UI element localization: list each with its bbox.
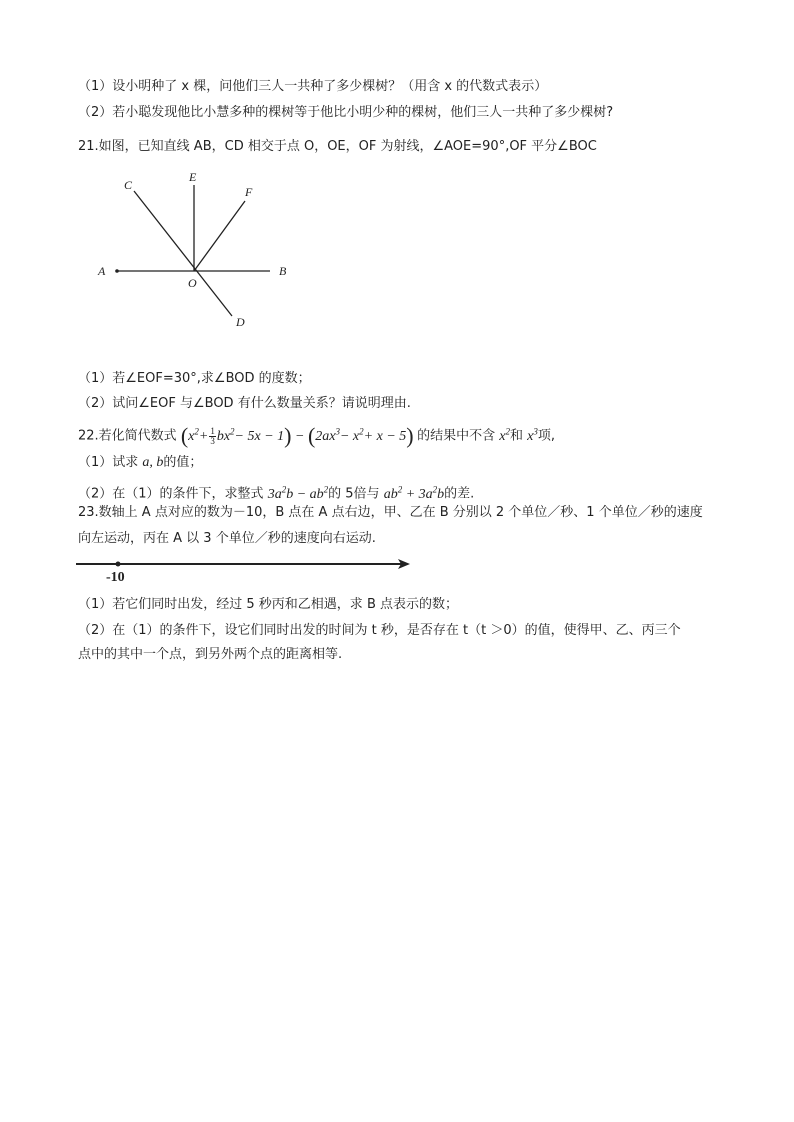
label-D: D (236, 315, 245, 329)
fraction-one-third: $\frac{1}{3}$ (210, 425, 215, 446)
q21-stem: 21.如图，已知直线 AB，CD 相交于点 O，OE，OF 为射线，∠AOE=90°,OF 平分∠BOC (78, 139, 597, 154)
point-A (115, 269, 119, 273)
x-cubed: $x^3$ (527, 426, 538, 444)
vars-a-b: a, b (142, 455, 164, 470)
term-rest2: + x − 5 (363, 428, 407, 444)
term-x: x (188, 428, 195, 444)
paren-open-1: ( (180, 422, 189, 448)
expr-3a2b-ab2: $3a^2b - ab^2$ (267, 484, 329, 502)
term-rest1: − 5x − 1 (234, 428, 285, 444)
exp-2b: 2 (230, 426, 235, 436)
q21-sub2: （2）试问∠EOF 与∠BOD 有什么数量关系？请说明理由. (78, 396, 411, 411)
exp-2: 2 (194, 426, 199, 436)
line-CD (134, 191, 232, 316)
q21-sub1: （1）若∠EOF=30°,求∠BOD 的度数； (78, 371, 311, 386)
q23-sub2-line2: 点中的其中一个点，到另外两个点的距离相等. (78, 647, 343, 662)
number-line (76, 554, 416, 584)
q22-stem (78, 420, 555, 448)
label-C: C (124, 178, 133, 192)
label-A: A (98, 264, 106, 278)
q22-suffix-c: 项, (537, 428, 555, 444)
term-2ax: 2ax (315, 428, 336, 444)
q23-sub2-line1: （2）在（1）的条件下，设它们同时出发的时间为 t 秒，是否存在 t（t ＞0）的值，使得甲、乙、丙三个 (78, 623, 681, 638)
exp-2c: 2 (359, 426, 364, 436)
q23-stem-line2: 向左运动，丙在 A 以 3 个单位／秒的速度向右运动. (78, 531, 376, 546)
label-B: B (279, 264, 287, 278)
paren-close-1: ) (284, 422, 292, 448)
paren-open-2: ( (307, 422, 316, 448)
q22-sub1: （1）试求 a, b的值； (78, 455, 203, 470)
q22-suffix-a: 的结果中不含 (417, 428, 496, 444)
exp-3: 3 (335, 426, 340, 436)
q20-sub2: （2）若小聪发现他比小慧多种的棵树等于他比小明少种的棵树，他们三人一共种了多少棵树? (78, 105, 614, 120)
expr-ab2-3a2b: $ab^2 + 3a^2b$ (383, 484, 445, 502)
paren-close-2: ) (406, 422, 414, 448)
q21-figure (90, 168, 310, 338)
label-O: O (188, 276, 197, 290)
q22-sub2: （2）在（1）的条件下，求整式 $3a^2b - ab^2$的 5倍与 $ab^2 + 3a^2b$的差. (78, 484, 475, 502)
q20-sub1: （1）设小明种了 x 棵，问他们三人一共种了多少棵树？（用含 x 的代数式表示） (78, 79, 548, 94)
q22-expression (180, 422, 417, 448)
label-F: F (245, 185, 253, 199)
plus: + (198, 428, 209, 444)
ray-OF (194, 201, 245, 271)
x-squared: $x^2$ (499, 426, 510, 444)
label-minus-10: -10 (106, 570, 125, 584)
label-E: E (189, 170, 197, 184)
term-minus-x: − x (339, 428, 360, 444)
point-minus-10 (116, 562, 121, 567)
q23-stem-line1: 23.数轴上 A 点对应的数为－10，B 点在 A 点右边，甲、乙在 B 分别以 2 个单位／秒、1 个单位／秒的速度 (78, 505, 703, 520)
q22-suffix-b: 和 (509, 428, 523, 444)
term-bx: bx (216, 428, 231, 444)
q23-sub1: （1）若它们同时出发，经过 5 秒丙和乙相遇，求 B 点表示的数； (78, 597, 458, 612)
minus: − (294, 428, 305, 444)
q22-stem-prefix: 22.若化简代数式 (78, 428, 177, 444)
